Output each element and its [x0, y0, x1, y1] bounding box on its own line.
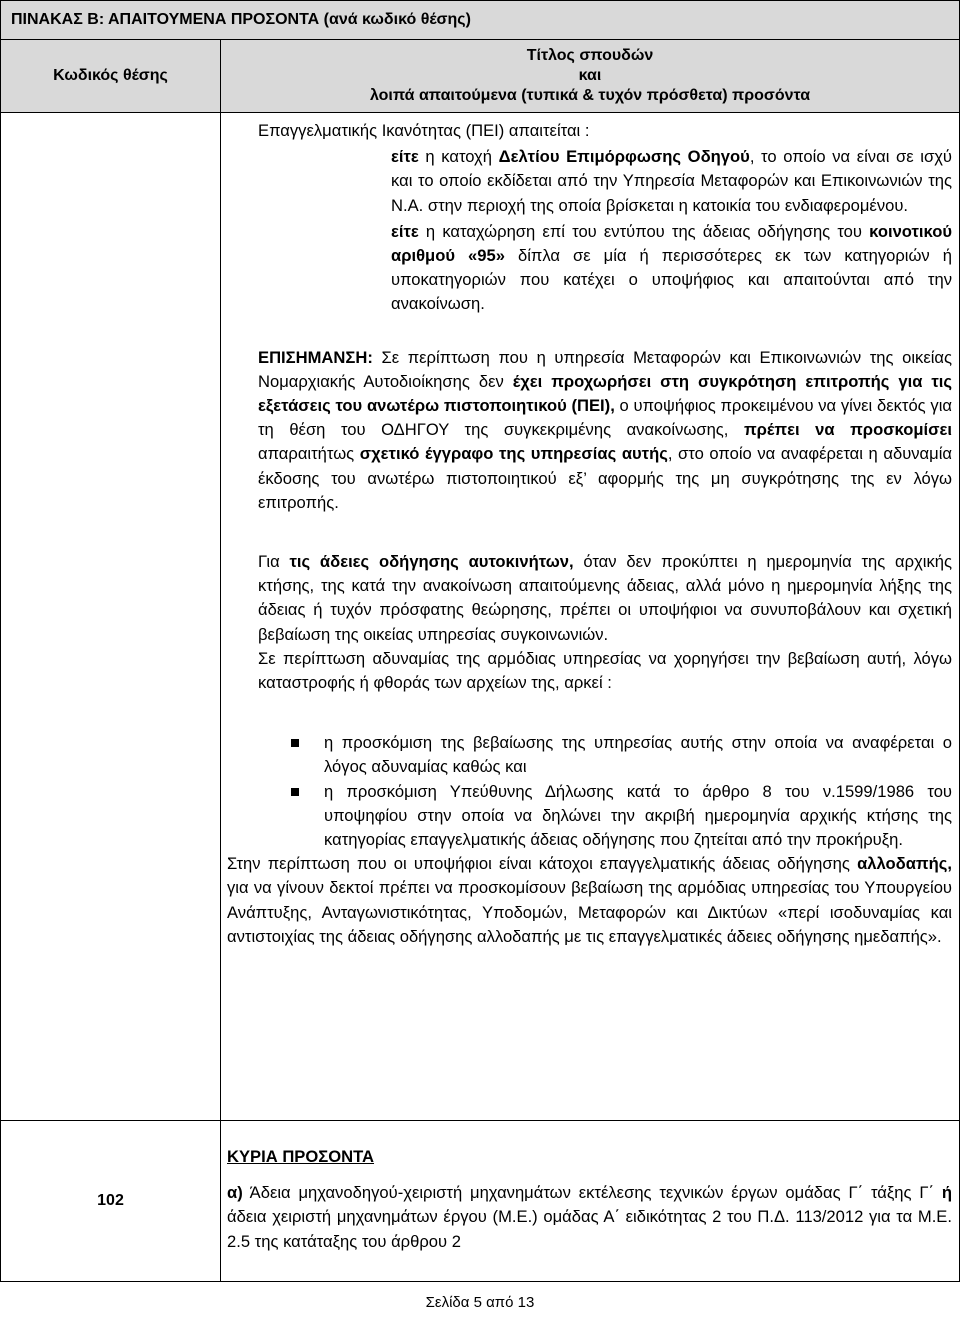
bullet-list	[221, 695, 959, 852]
table-title: ΠΙΝΑΚΑΣ Β: ΑΠΑΙΤΟΥΜΕΝΑ ΠΡΟΣΟΝΤΑ (ανά κωδικό θέσης)	[1, 1, 960, 40]
square-bullet-icon	[291, 739, 299, 747]
header-code-column: Κωδικός θέσης	[1, 40, 221, 113]
list-item: η προσκόμιση Υπεύθυνης Δήλωσης κατά το άρθρο 8 του ν.1599/1986 του υποψηφίου στην οποία να δηλώνει την ακριβή ημερομηνία αρχικής κτήσης της κατηγορίας επαγγελματικής άδειας οδήγησης που ζητείται από την προκήρυξη.	[258, 780, 952, 853]
header-title-line3: λοιπά απαιτούμενα (τυπικά & τυχόν πρόσθετα) προσόντα	[369, 87, 811, 104]
either-option-1: είτε η κατοχή Δελτίου Επιμόρφωσης Οδηγού, το οποίο να είναι σε ισχύ και το οποίο εκδίδεται από την Υπηρεσία Μεταφορών και Επικοινωνιών της Ν.Α. στην περιοχή της οποία βρίσκεται η κατοικία του ενδιαφερομένου.	[391, 147, 952, 215]
header-title-line2: και	[578, 67, 602, 84]
square-bullet-icon	[291, 788, 299, 796]
page-footer: Σελίδα 5 από 13	[425, 1294, 535, 1311]
intro-text: Επαγγελματικής Ικανότητας (ΠΕΙ) απαιτείται :	[258, 121, 590, 140]
either-option-2: είτε η καταχώρηση επί του εντύπου της άδειας οδήγησης του κοινοτικού αριθμού «95» δίπλα σε μία ή περισσότερες εκ των κατηγοριών ή υποκατηγοριών που κατέχει ο υποψήφιος και απαιτούνται από την ανακοίνωση.	[391, 221, 952, 314]
main-qualifications-heading: ΚΥΡΙΑ ΠΡΟΣΟΝΤΑ	[227, 1147, 375, 1166]
qualification-item-a: α) Άδεια μηχανοδηγού-χειριστή μηχανημάτων εκτέλεσης τεχνικών έργων ομάδας Γ΄ τάξης Γ΄ ή άδεια χειριστή μηχανημάτων έργου (Μ.Ε.) ομάδας Α΄ ειδικότητας 2 του Π.Δ. 113/2012 για τα Μ.Ε. 2.5 της κατάταξης του άρθρου 2	[227, 1183, 952, 1251]
notice-paragraph: ΕΠΙΣΗΜΑΝΣΗ: Σε περίπτωση που η υπηρεσία Μεταφορών και Επικοινωνιών της οικείας Νομαρχιακής Αυτοδιοίκησης δεν έχει προχωρήσει στη συγκρότηση επιτροπής για τις εξετάσεις του ανωτέρω πιστοποιητικού (ΠΕΙ), ο υποψήφιος προκειμένου να γίνει δεκτός για τη θέση του ΟΔΗΓΟΥ της συγκεκριμένης ανακοίνωσης, πρέπει να προσκομίσει απαραιτήτως σχετικό έγγραφο της υπηρεσίας αυτής, στο οποίο να αναφέρεται η αδυναμία έκδοσης του ανωτέρω πιστοποιητικού εξ’ αφορμής της μη συγκρότησης της εν λόγω επιτροπής.	[258, 347, 953, 512]
header-title-line1: Τίτλος σπουδών	[526, 47, 654, 64]
row1-code-cell	[1, 113, 221, 1121]
position-code: 102	[1, 1121, 221, 1282]
header-qualifications-column	[221, 40, 960, 113]
licenses-paragraph: Για τις άδειες οδήγησης αυτοκινήτων, όταν δεν προκύπτει η ημερομηνία της αρχικής κτήσης, της κατά την ανακοίνωση απαιτούμενης άδειας, αλλά μόνο η ημερομηνία λήξης της άδειας ή τυχόν πρόσφατης θεώρησης, πρέπει οι υποψήφιοι να συνυποβάλουν και σχετική βεβαίωση της οικείας υπηρεσίας συγκοινωνιών.	[258, 552, 952, 644]
inability-paragraph: Σε περίπτωση αδυναμίας της αρμόδιας υπηρεσίας να χορηγήσει την βεβαίωση αυτή, λόγω καταστροφής ή φθοράς των αρχείων της, αρκεί :	[258, 648, 952, 693]
list-item: η προσκόμιση της βεβαίωσης της υπηρεσίας αυτής στην οποία να αναφέρεται ο λόγος αδυναμίας καθώς και	[258, 731, 952, 779]
row1-content-cell	[221, 113, 960, 1121]
row2-content-cell	[221, 1121, 960, 1282]
foreign-license-paragraph: Στην περίπτωση που οι υποψήφιοι είναι κάτοχοι επαγγελματικής άδειας οδήγησης αλλοδαπής, για να γίνουν δεκτοί πρέπει να προσκομίσουν βεβαίωση της αρμόδιας υπηρεσίας του Υπουργείου Ανάπτυξης, Ανταγωνιστικότητας, Υποδομών, Μεταφορών και Δικτύων «περί ισοδυναμίας και αντιστοιχίας της άδειας οδήγησης αλλοδαπής με τις επαγγελματικές άδειες οδήγησης ημεδαπής».	[227, 854, 952, 946]
